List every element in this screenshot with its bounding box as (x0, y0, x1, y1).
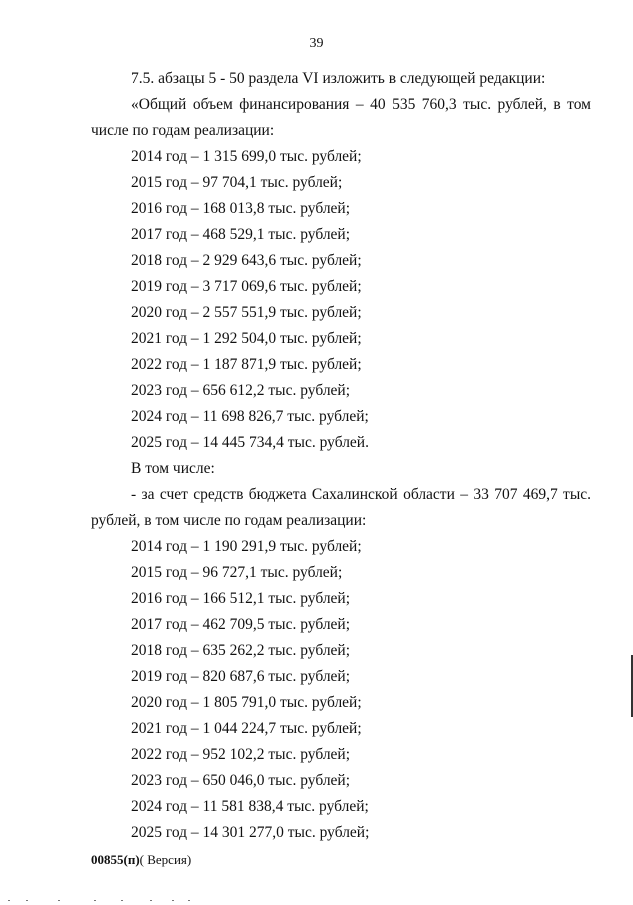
regional-year-2024: 2024 год – 11 581 838,4 тыс. рублей; (131, 798, 369, 815)
total-by-year-list (91, 144, 591, 456)
regional-year-2014: 2014 год – 1 190 291,9 тыс. рублей; (131, 538, 362, 555)
document-footer (91, 852, 191, 868)
regional-year-2022: 2022 год – 952 102,2 тыс. рублей; (131, 746, 351, 763)
page-number: 39 (309, 36, 324, 51)
total-year-2018: 2018 год – 2 929 643,6 тыс. рублей; (131, 252, 362, 269)
total-year-2022: 2022 год – 1 187 871,9 тыс. рублей; (131, 356, 362, 373)
scan-noise (0, 896, 633, 905)
total-year-2019: 2019 год – 3 717 069,6 тыс. рублей; (131, 278, 362, 295)
doc-code: 00855(п) (91, 852, 140, 867)
total-year-2017: 2017 год – 468 529,1 тыс. рублей; (131, 226, 351, 243)
regional-year-2025: 2025 год – 14 301 277,0 тыс. рублей; (131, 824, 370, 841)
total-year-2014: 2014 год – 1 315 699,0 тыс. рублей; (131, 148, 362, 165)
total-year-2021: 2021 год – 1 292 504,0 тыс. рублей; (131, 330, 362, 347)
regional-year-2015: 2015 год – 96 727,1 тыс. рублей; (131, 564, 343, 581)
intro-paragraph: 7.5. абзацы 5 - 50 раздела VI изложить в следующей редакции: (131, 70, 546, 87)
total-year-2015: 2015 год – 97 704,1 тыс. рублей; (131, 174, 343, 191)
regional-year-2020: 2020 год – 1 805 791,0 тыс. рублей; (131, 694, 362, 711)
regional-year-2019: 2019 год – 820 687,6 тыс. рублей; (131, 668, 351, 685)
total-year-2016: 2016 год – 168 013,8 тыс. рублей; (131, 200, 351, 217)
total-year-2025: 2025 год – 14 445 734,4 тыс. рублей. (131, 434, 369, 451)
regional-year-2016: 2016 год – 166 512,1 тыс. рублей; (131, 590, 351, 607)
regional-year-2021: 2021 год – 1 044 224,7 тыс. рублей; (131, 720, 362, 737)
regional-budget-paragraph: - за счет средств бюджета Сахалинской области – 33 707 469,7 тыс. рублей, в том числе по годам реализации: (91, 486, 591, 529)
total-year-2024: 2024 год – 11 698 826,7 тыс. рублей; (131, 408, 369, 425)
regional-year-2018: 2018 год – 635 262,2 тыс. рублей; (131, 642, 351, 659)
regional-by-year-list (91, 534, 591, 846)
total-financing-paragraph: «Общий объем финансирования – 40 535 760,3 тыс. рублей, в том числе по годам реализации: (91, 96, 591, 139)
total-year-2023: 2023 год – 656 612,2 тыс. рублей; (131, 382, 351, 399)
regional-year-2023: 2023 год – 650 046,0 тыс. рублей; (131, 772, 351, 789)
doc-version: ( Версия) (139, 852, 192, 867)
total-year-2020: 2020 год – 2 557 551,9 тыс. рублей; (131, 304, 362, 321)
document-body (91, 66, 591, 846)
regional-year-2017: 2017 год – 462 709,5 тыс. рублей; (131, 616, 351, 633)
including-label: В том числе: (131, 460, 215, 477)
